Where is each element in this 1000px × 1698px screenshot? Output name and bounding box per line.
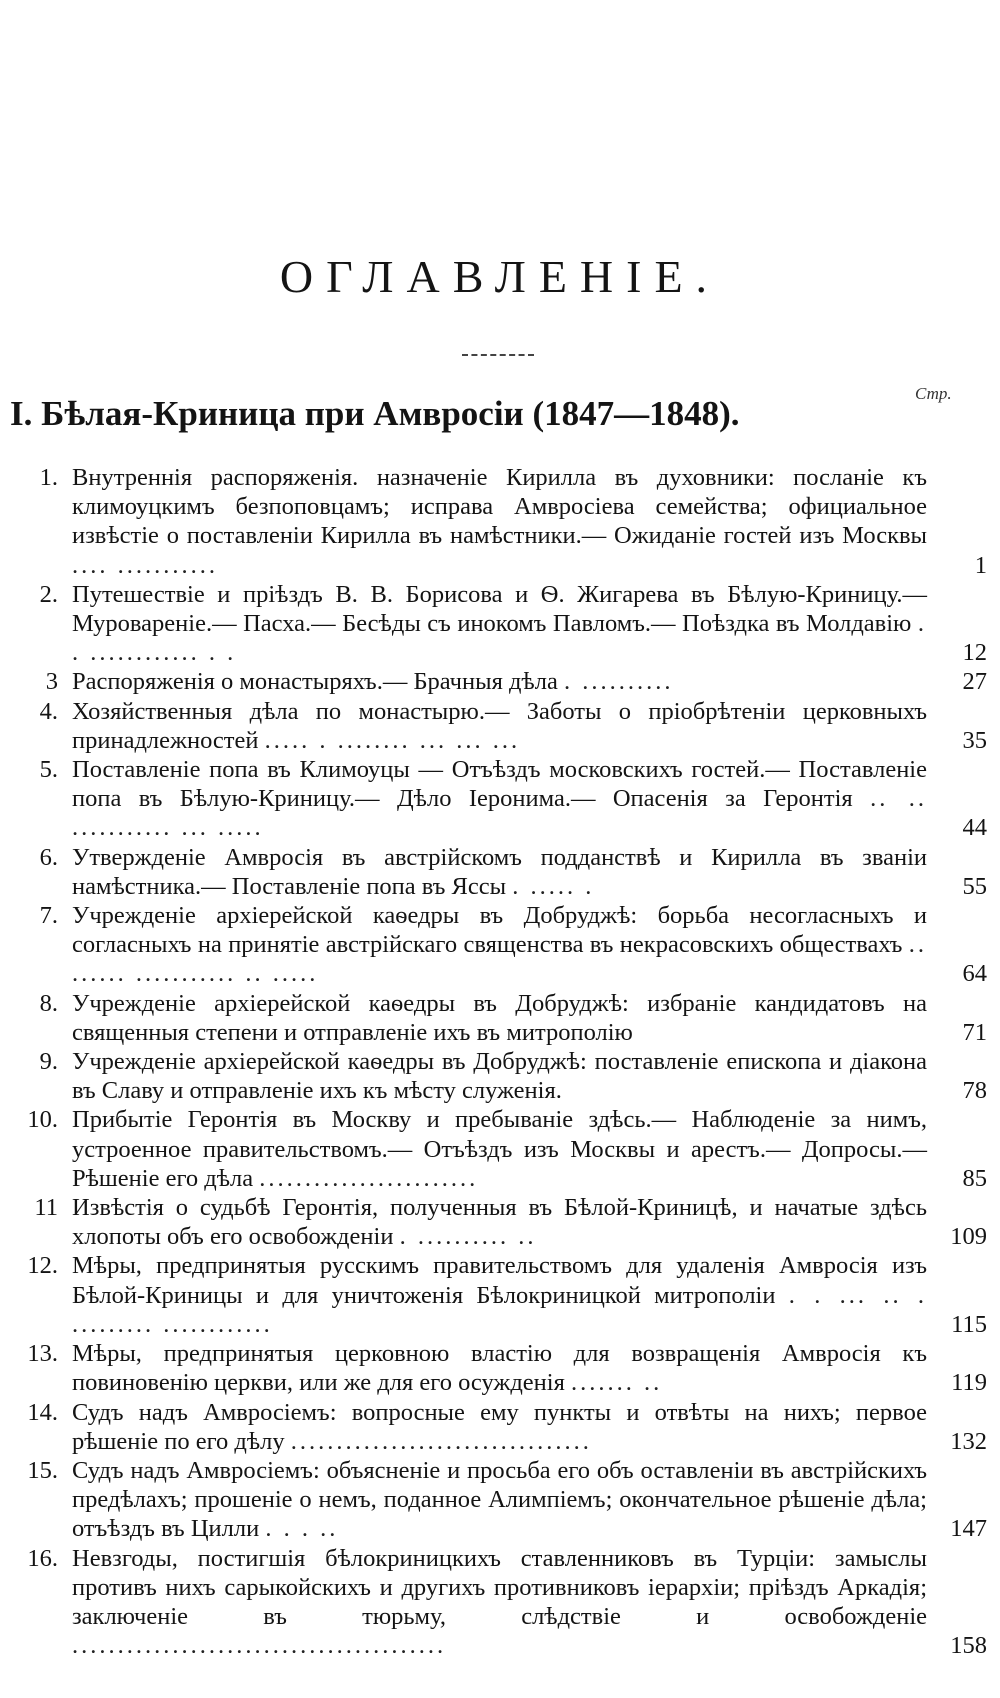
toc-entry: [12, 667, 987, 696]
toc-entry: [12, 1047, 987, 1105]
toc-entry-text-block: [72, 1047, 927, 1105]
toc-entry-page-number: 35: [962, 726, 987, 754]
toc-entry-title: Мѣры, предпринятыя русскимъ правительствомъ для удаленiя Амвросiя изъ Бѣлой-Криницы и для уничтоженiя Бѣлокриницкой митрополiи: [72, 1252, 927, 1309]
toc-entry-title: Мѣры, предпринятыя церковною властiю для возвращенiя Амвросiя къ повиновенiю церкви, или же для его осужденiя: [72, 1340, 927, 1397]
toc-entry: [12, 697, 987, 755]
toc-entry-title: Судъ надъ Амвросiемъ: объясненiе и просьба его объ оставленiи въ австрiйскихъ предѣлахъ; прошенiе о немъ, поданное Алимпiемъ; окончательное рѣшенiе дѣла; отъѣздъ въ Цилли: [72, 1456, 927, 1543]
toc-entry: [12, 1251, 987, 1339]
toc-entry-title: Хозяйственныя дѣла по монастырю.— Заботы о прiобрѣтенiи церковныхъ принадлежностей: [72, 697, 927, 754]
toc-entry-number: 3: [45, 668, 58, 696]
toc-entry-title: Учрежденiе архiерейской каѳедры въ Добруджѣ: борьба несогласныхъ и согласныхъ на принятiе австрiйскаго священства въ некрасовскихъ обществахъ: [72, 902, 927, 959]
toc-entry-number: 10.: [27, 1106, 58, 1134]
toc-entry-page-number: 64: [962, 960, 987, 988]
toc-entry-text-block: [72, 1193, 927, 1251]
toc-entry-number: 14.: [27, 1398, 58, 1426]
toc-leader-dots: .... ...........: [72, 551, 218, 579]
toc-entry-page-number: 1: [974, 551, 987, 579]
toc-leader-dots: . . . ..: [265, 1515, 339, 1543]
toc-entry: [12, 463, 987, 580]
toc-leader-dots: . .......... ..: [399, 1223, 537, 1251]
toc-entry-number: 6.: [39, 843, 58, 871]
toc-entry-number: 15.: [27, 1456, 58, 1484]
toc-entry-title: Поставленiе попа въ Климоуцы — Отъѣздъ московскихъ гостей.— Поставленiе попа въ Бѣлую-Криницу.— Дѣло Iеронима.— Опасенiя за Геронтiя: [72, 756, 927, 813]
toc-entry-number: 11: [34, 1194, 58, 1222]
toc-entry-page-number: 115: [951, 1310, 987, 1338]
toc-leader-dots: . ..... .: [512, 872, 595, 900]
toc-entry: [12, 989, 987, 1047]
toc-leader-dots: . . ............ . .: [72, 610, 927, 667]
toc-entry: [12, 755, 987, 843]
toc-leader-dots: ..... . ........ ... ... ...: [264, 726, 521, 754]
toc-entry-number: 5.: [39, 756, 58, 784]
toc-entry-text-block: [72, 1398, 927, 1456]
toc-entry-title: Утвержденiе Амвросiя въ австрiйскомъ подданствѣ и Кирилла въ званiи намѣстника.— Поставленiе попа въ Яссы: [72, 843, 927, 900]
toc-entry: [12, 843, 987, 901]
toc-entry-text-block: [72, 667, 927, 696]
toc-entry-text-block: [72, 755, 927, 843]
toc-entry-number: 16.: [27, 1544, 58, 1572]
toc-entry-text-block: [72, 989, 927, 1047]
toc-entry-page-number: 71: [962, 1018, 987, 1046]
toc-entry-number: 7.: [39, 902, 58, 930]
toc-entry-title: Путешествiе и прiѣздъ В. В. Борисова и Ѳ. Жигарева въ Бѣлую-Криницу.— Муроваренiе.— Пасха.— Бесѣды съ инокомъ Павломъ.— Поѣздка въ Молдавiю: [72, 580, 927, 638]
toc-entry-text-block: [72, 1105, 927, 1193]
toc-entry: [12, 1544, 987, 1661]
toc-entry-text-block: [72, 580, 927, 668]
toc-entry-page-number: 78: [962, 1077, 987, 1105]
toc-entry: [12, 1105, 987, 1193]
toc-entry-text-block: [72, 463, 927, 580]
toc-entry-text-block: [72, 1251, 927, 1339]
toc-entry-title: Прибытiе Геронтiя въ Москву и пребыванiе здѣсь.— Наблюденiе за нимъ, устроенное правительствомъ.— Отъѣздъ изъ Москвы и арестъ.— Допросы.— Рѣшенiе его дѣла: [72, 1106, 927, 1192]
toc-entry: [12, 580, 987, 668]
toc-entry-page-number: 109: [950, 1223, 987, 1251]
toc-entry: [12, 1193, 987, 1251]
toc-leader-dots: .. .. ........... ... .....: [72, 785, 928, 842]
toc-entry-page-number: 158: [950, 1632, 987, 1660]
toc-leader-dots: ........................: [259, 1164, 479, 1192]
toc-entry: [12, 1456, 987, 1544]
toc-entry: [12, 1339, 987, 1397]
toc-entry-number: 2.: [39, 580, 58, 608]
toc-entry-number: 1.: [39, 464, 58, 491]
toc-entry-title: Внутреннiя распоряженiя. назначенiе Кирилла въ духовники: посланiе къ климоуцкимъ безпоповцамъ; исправа Амвросiева семейства; официальное извѣстiе о поставленiи Кирилла въ намѣстники.— Ожиданiе гостей изъ Москвы: [72, 464, 927, 550]
toc-entry-page-number: 27: [962, 668, 987, 696]
toc-leader-dots: ....... ..: [570, 1369, 663, 1397]
toc-entry-number: 12.: [27, 1252, 58, 1280]
page-column-label: Стр.: [915, 384, 952, 403]
toc-entry-title: Учрежденiе архiерейской каѳедры въ Добруджѣ: поставленiе епископа и дiакона въ Славу и отправленiе ихъ къ мѣсту служенiя.: [72, 1048, 927, 1105]
toc-entry-number: 9.: [39, 1048, 58, 1076]
toc-entry-title: Невзгоды, постигшiя бѣлокриницкихъ ставленниковъ въ Турцiи: замыслы противъ нихъ сарыкойскихъ и другихъ противниковъ iерархiи; прiѣздъ Аркадiя; заключенiе въ тюрьму, слѣдствiе и освобожденiе: [72, 1544, 927, 1630]
toc-entry-page-number: 147: [950, 1515, 987, 1543]
toc-entry-text-block: [72, 901, 927, 989]
part-heading: I. Бѣлая-Криница при Амвросiи (1847—1848).: [10, 394, 740, 433]
toc-entry-title: Извѣстiя о судьбѣ Геронтiя, полученныя въ Бѣлой-Криницѣ, и начатые здѣсь хлопоты объ его освобожденiи: [72, 1194, 927, 1251]
toc-leader-dots: .. ...... ........... .. .....: [72, 931, 927, 988]
toc-entry-text-block: [72, 843, 927, 901]
page-title: ОГЛАВЛЕНIЕ.: [279, 251, 721, 302]
toc-entry-page-number: 55: [962, 872, 987, 900]
toc-list: [12, 463, 987, 1660]
toc-entry-title: Учрежденiе архiерейской каѳедры въ Добруджѣ: избранiе кандидатовъ на священныя степени и отправленiе ихъ въ митрополiю: [72, 989, 927, 1046]
toc-entry-text-block: [72, 1456, 927, 1544]
toc-entry-page-number: 12: [962, 639, 987, 667]
toc-leader-dots: . ..........: [563, 668, 674, 696]
toc-entry-page-number: 85: [962, 1164, 987, 1192]
toc-leader-dots: .........................................: [72, 1632, 447, 1660]
toc-entry-title: Распоряженiя о монастыряхъ.— Брачныя дѣла: [72, 668, 558, 696]
toc-entry-text-block: [72, 697, 927, 755]
toc-entry-number: 4.: [39, 697, 58, 725]
toc-entry-page-number: 132: [950, 1427, 987, 1455]
toc-entry-page-number: 119: [951, 1369, 987, 1397]
title-divider: [462, 354, 534, 356]
toc-leader-dots: . . ... .. . ......... ............: [72, 1281, 927, 1338]
toc-entry-text-block: [72, 1339, 927, 1397]
toc-entry-number: 13.: [27, 1340, 58, 1368]
toc-entry-text-block: [72, 1544, 927, 1661]
toc-entry: [12, 901, 987, 989]
toc-entry-page-number: 44: [962, 814, 987, 842]
toc-entry-title: Судъ надъ Амвросiемъ: вопросные ему пункты и отвѣты на нихъ; первое рѣшенiе по его дѣлу: [72, 1398, 927, 1455]
toc-entry-number: 8.: [39, 989, 58, 1017]
toc-entry: [12, 1398, 987, 1456]
toc-leader-dots: .................................: [290, 1427, 592, 1455]
